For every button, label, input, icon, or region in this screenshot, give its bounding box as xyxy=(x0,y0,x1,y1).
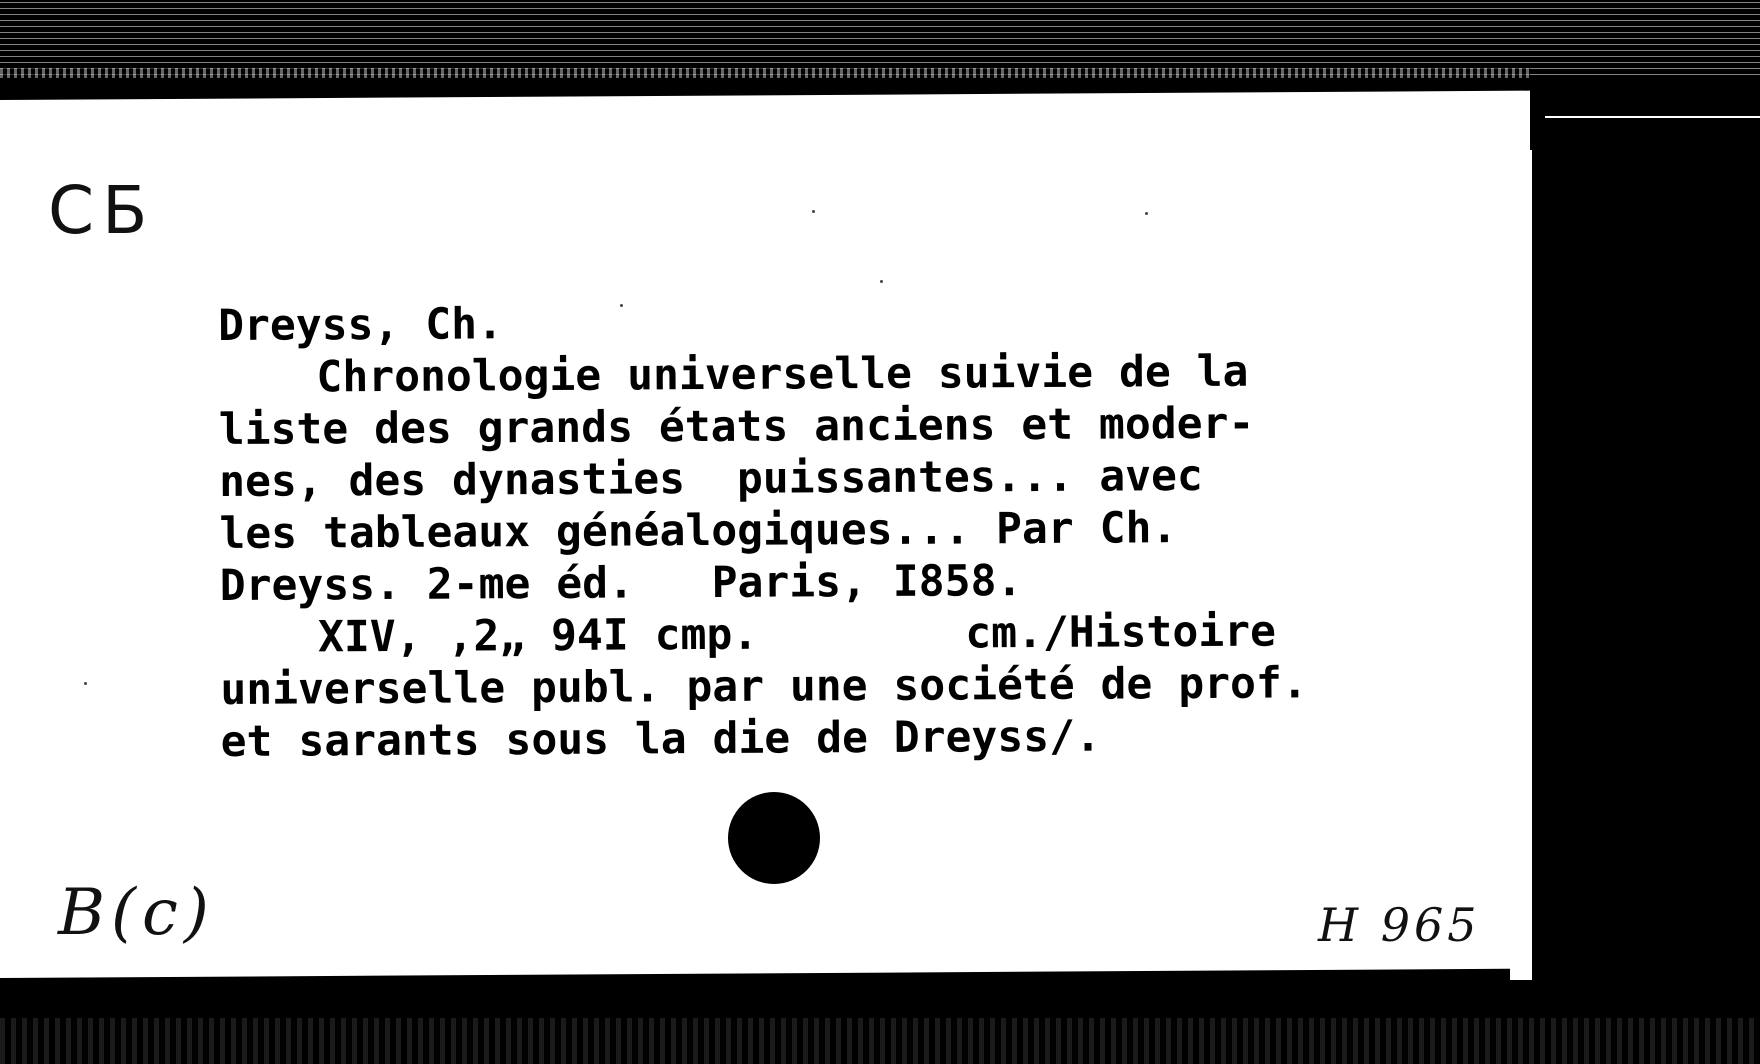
entry-title-line: les tableaux généalogiques... Par Ch. xyxy=(219,503,1178,559)
entry-title-line: liste des grands états anciens et moder- xyxy=(218,398,1255,455)
entry-imprint-line: Dreyss. 2-me éd. Paris, I858. xyxy=(219,556,1023,611)
entry-series-line: et sarants sous la die de Dreyss/. xyxy=(220,711,1102,767)
entry-title-line: Chronologie universelle suivie de la xyxy=(316,346,1249,403)
classification-mark-top: СБ xyxy=(48,172,156,249)
scanner-edge-line xyxy=(1545,116,1760,118)
scanner-edge-top xyxy=(0,0,1760,78)
speck xyxy=(812,210,815,213)
card-punch-hole xyxy=(728,792,820,884)
speck xyxy=(620,304,623,307)
entry-collation-line: XIV, ‚2„ 94I cmp. cm./Histoire xyxy=(317,606,1277,663)
entry-author: Dreyss, Ch. xyxy=(218,299,504,351)
scanner-edge-bottom xyxy=(0,1018,1760,1064)
speck xyxy=(1145,212,1148,215)
classification-mark-bottom: B(c) xyxy=(58,876,215,950)
bibliographic-entry xyxy=(218,292,1521,768)
speck xyxy=(84,682,87,685)
speck xyxy=(880,280,883,283)
entry-series-line: universelle publ. par une société de prof. xyxy=(220,658,1308,715)
entry-title-line: nes, des dynasties puissantes... avec xyxy=(218,450,1204,507)
shelfmark: H 965 xyxy=(1318,898,1481,952)
